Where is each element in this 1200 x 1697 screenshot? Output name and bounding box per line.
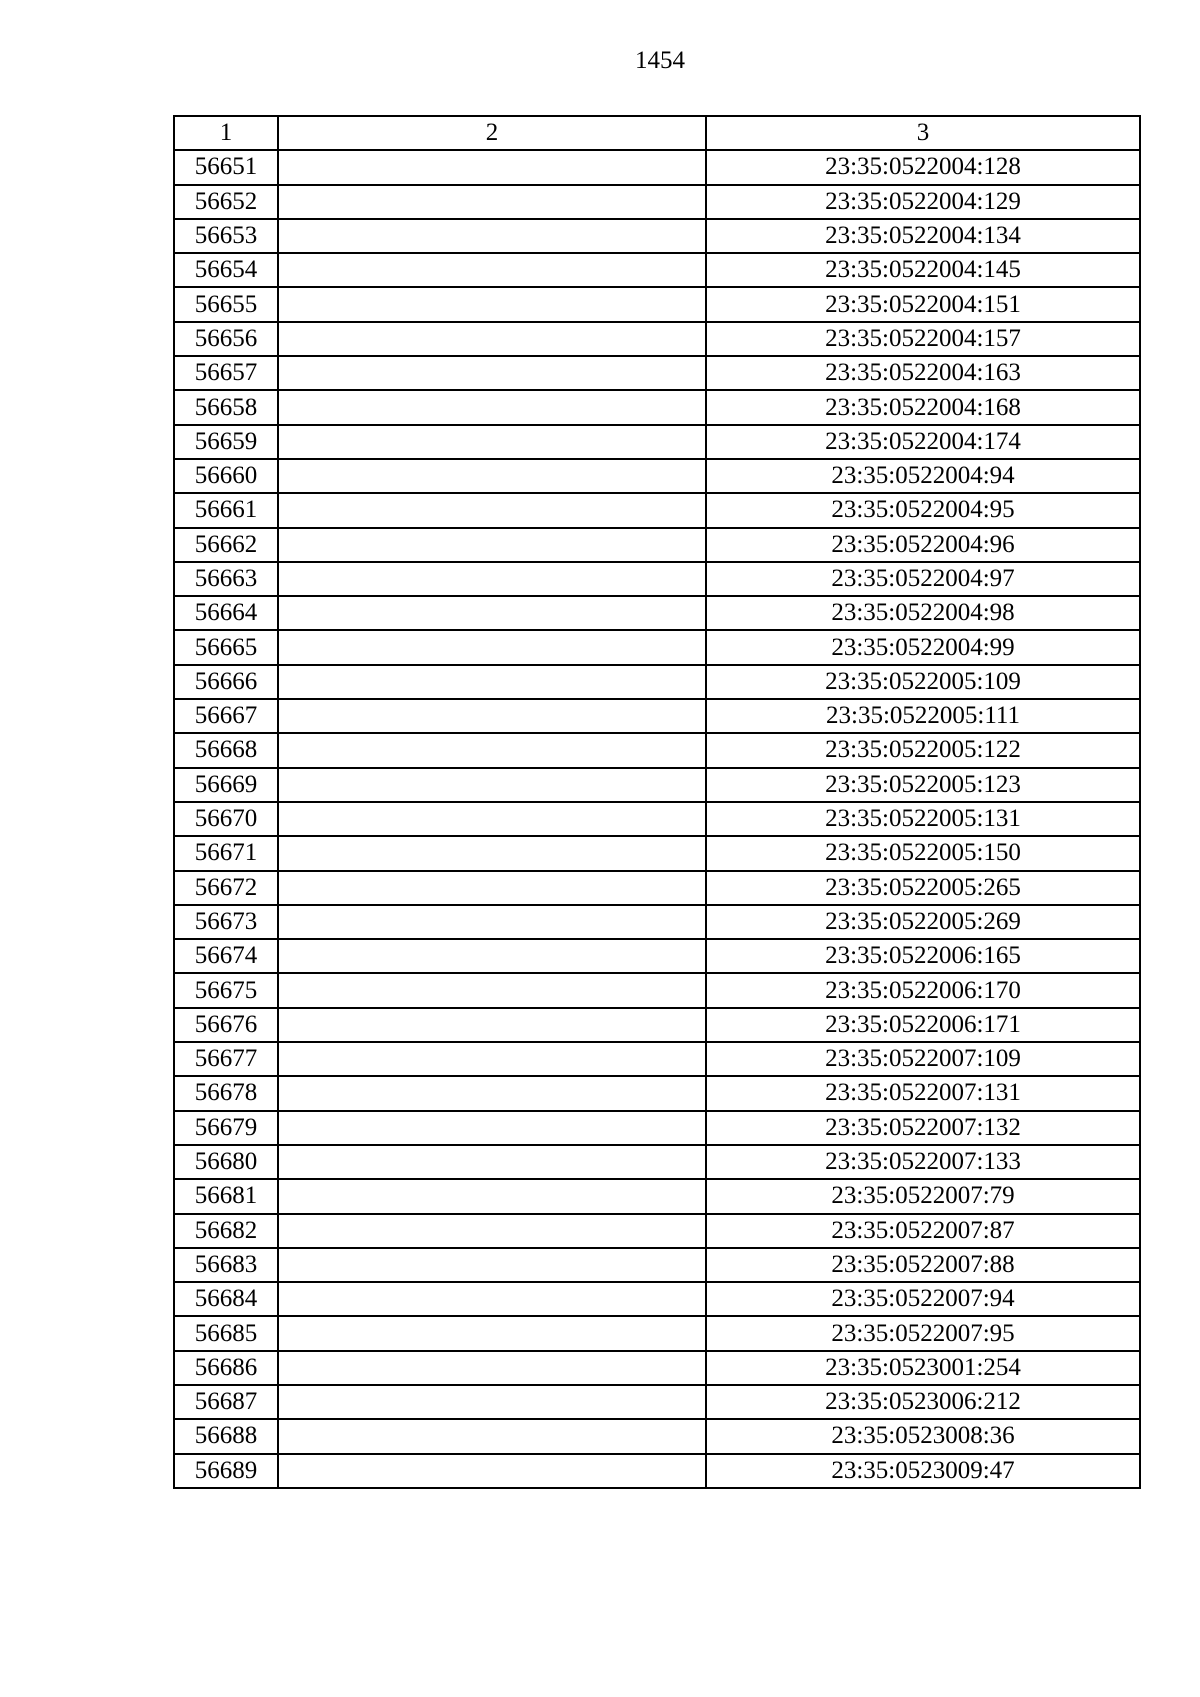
row-number-cell: 56674 (174, 939, 278, 973)
row-name-cell (278, 1385, 706, 1419)
cadastral-number-cell: 23:35:0522006:170 (706, 973, 1140, 1007)
row-number-cell: 56669 (174, 768, 278, 802)
row-number-cell: 56682 (174, 1214, 278, 1248)
row-number-cell: 56684 (174, 1282, 278, 1316)
row-number-cell: 56670 (174, 802, 278, 836)
table-row (174, 459, 1140, 493)
cadastral-number-cell: 23:35:0522007:132 (706, 1111, 1140, 1145)
table-row (174, 905, 1140, 939)
table-row (174, 1214, 1140, 1248)
cadastral-number-cell: 23:35:0522004:129 (706, 185, 1140, 219)
cadastral-number-cell: 23:35:0522005:123 (706, 768, 1140, 802)
row-name-cell (278, 1179, 706, 1213)
row-name-cell (278, 322, 706, 356)
table-row (174, 253, 1140, 287)
row-name-cell (278, 1454, 706, 1488)
table-row (174, 219, 1140, 253)
column-header-2: 2 (278, 116, 706, 150)
row-number-cell: 56657 (174, 356, 278, 390)
row-name-cell (278, 836, 706, 870)
cadastral-number-cell: 23:35:0522004:168 (706, 390, 1140, 424)
cadastral-number-cell: 23:35:0522004:128 (706, 150, 1140, 184)
row-number-cell: 56673 (174, 905, 278, 939)
row-name-cell (278, 905, 706, 939)
row-name-cell (278, 665, 706, 699)
cadastral-number-cell: 23:35:0522004:174 (706, 425, 1140, 459)
cadastral-number-cell: 23:35:0522007:88 (706, 1248, 1140, 1282)
row-number-cell: 56672 (174, 871, 278, 905)
table-row (174, 596, 1140, 630)
row-name-cell (278, 562, 706, 596)
cadastral-number-cell: 23:35:0522004:94 (706, 459, 1140, 493)
table-header (174, 116, 1140, 150)
row-name-cell (278, 1111, 706, 1145)
table-row (174, 973, 1140, 1007)
row-number-cell: 56680 (174, 1145, 278, 1179)
row-name-cell (278, 630, 706, 664)
row-name-cell (278, 1248, 706, 1282)
row-name-cell (278, 973, 706, 1007)
row-number-cell: 56666 (174, 665, 278, 699)
row-name-cell (278, 1316, 706, 1350)
cadastral-number-cell: 23:35:0522007:94 (706, 1282, 1140, 1316)
row-name-cell (278, 1351, 706, 1385)
row-name-cell (278, 390, 706, 424)
row-name-cell (278, 871, 706, 905)
column-header-1: 1 (174, 116, 278, 150)
cadastral-number-cell: 23:35:0522004:97 (706, 562, 1140, 596)
cadastral-number-cell: 23:35:0522005:131 (706, 802, 1140, 836)
row-name-cell (278, 493, 706, 527)
row-number-cell: 56681 (174, 1179, 278, 1213)
row-number-cell: 56654 (174, 253, 278, 287)
cadastral-number-cell: 23:35:0522007:87 (706, 1214, 1140, 1248)
table-row (174, 425, 1140, 459)
cadastral-number-cell: 23:35:0522004:134 (706, 219, 1140, 253)
cadastral-number-cell: 23:35:0522005:109 (706, 665, 1140, 699)
row-name-cell (278, 219, 706, 253)
row-name-cell (278, 356, 706, 390)
table-row (174, 733, 1140, 767)
cadastral-number-cell: 23:35:0522004:157 (706, 322, 1140, 356)
table-row (174, 356, 1140, 390)
table-row (174, 390, 1140, 424)
table-row (174, 871, 1140, 905)
row-number-cell: 56686 (174, 1351, 278, 1385)
row-number-cell: 56653 (174, 219, 278, 253)
cadastral-number-cell: 23:35:0522005:269 (706, 905, 1140, 939)
table-row (174, 1454, 1140, 1488)
row-name-cell (278, 1145, 706, 1179)
row-name-cell (278, 1076, 706, 1110)
cadastral-number-cell: 23:35:0522005:122 (706, 733, 1140, 767)
row-number-cell: 56677 (174, 1042, 278, 1076)
row-name-cell (278, 733, 706, 767)
table-row (174, 562, 1140, 596)
row-name-cell (278, 425, 706, 459)
row-number-cell: 56678 (174, 1076, 278, 1110)
cadastral-number-cell: 23:35:0522007:109 (706, 1042, 1140, 1076)
row-number-cell: 56689 (174, 1454, 278, 1488)
table-row (174, 1385, 1140, 1419)
row-name-cell (278, 1042, 706, 1076)
table-row (174, 322, 1140, 356)
cadastral-number-cell: 23:35:0522004:163 (706, 356, 1140, 390)
row-name-cell (278, 802, 706, 836)
cadastral-number-cell: 23:35:0522004:151 (706, 287, 1140, 321)
row-number-cell: 56658 (174, 390, 278, 424)
cadastral-number-cell: 23:35:0523006:212 (706, 1385, 1140, 1419)
cadastral-number-cell: 23:35:0522006:171 (706, 1008, 1140, 1042)
row-number-cell: 56661 (174, 493, 278, 527)
row-name-cell (278, 253, 706, 287)
row-name-cell (278, 939, 706, 973)
row-name-cell (278, 596, 706, 630)
row-name-cell (278, 768, 706, 802)
table-row (174, 630, 1140, 664)
cadastral-number-cell: 23:35:0522005:150 (706, 836, 1140, 870)
table-row (174, 1179, 1140, 1213)
page-number-header (0, 46, 1200, 76)
table-row (174, 836, 1140, 870)
cadastral-number-cell: 23:35:0522004:98 (706, 596, 1140, 630)
table-row (174, 699, 1140, 733)
row-name-cell (278, 459, 706, 493)
row-number-cell: 56660 (174, 459, 278, 493)
table-row (174, 1111, 1140, 1145)
cadastral-number-cell: 23:35:0522005:111 (706, 699, 1140, 733)
column-header-3: 3 (706, 116, 1140, 150)
row-number-cell: 56676 (174, 1008, 278, 1042)
row-number-cell: 56664 (174, 596, 278, 630)
row-number-cell: 56659 (174, 425, 278, 459)
cadastral-number-cell: 23:35:0522004:96 (706, 528, 1140, 562)
cadastral-number-cell: 23:35:0522004:145 (706, 253, 1140, 287)
row-name-cell (278, 185, 706, 219)
page-number: 1454 (635, 47, 685, 74)
row-number-cell: 56655 (174, 287, 278, 321)
registry-table (173, 115, 1141, 1489)
cadastral-number-cell: 23:35:0522006:165 (706, 939, 1140, 973)
table-row (174, 1248, 1140, 1282)
header-row (174, 116, 1140, 150)
table-row (174, 1145, 1140, 1179)
table-row (174, 1076, 1140, 1110)
table-row (174, 1282, 1140, 1316)
row-number-cell: 56683 (174, 1248, 278, 1282)
cadastral-number-cell: 23:35:0522007:131 (706, 1076, 1140, 1110)
row-name-cell (278, 699, 706, 733)
row-number-cell: 56668 (174, 733, 278, 767)
row-name-cell (278, 287, 706, 321)
row-number-cell: 56651 (174, 150, 278, 184)
row-number-cell: 56679 (174, 1111, 278, 1145)
table-row (174, 1351, 1140, 1385)
table-row (174, 528, 1140, 562)
table-body (174, 150, 1140, 1488)
table-row (174, 1316, 1140, 1350)
row-number-cell: 56667 (174, 699, 278, 733)
row-number-cell: 56685 (174, 1316, 278, 1350)
row-name-cell (278, 1008, 706, 1042)
cadastral-number-cell: 23:35:0522007:133 (706, 1145, 1140, 1179)
cadastral-number-cell: 23:35:0523008:36 (706, 1419, 1140, 1453)
row-number-cell: 56663 (174, 562, 278, 596)
table-row (174, 802, 1140, 836)
row-name-cell (278, 1282, 706, 1316)
table-row (174, 1419, 1140, 1453)
cadastral-number-cell: 23:35:0522004:99 (706, 630, 1140, 664)
table-row (174, 493, 1140, 527)
row-name-cell (278, 1419, 706, 1453)
cadastral-number-cell: 23:35:0522005:265 (706, 871, 1140, 905)
row-number-cell: 56687 (174, 1385, 278, 1419)
row-number-cell: 56652 (174, 185, 278, 219)
table-row (174, 185, 1140, 219)
row-number-cell: 56671 (174, 836, 278, 870)
row-number-cell: 56656 (174, 322, 278, 356)
table-row (174, 665, 1140, 699)
table-row (174, 1008, 1140, 1042)
table-row (174, 287, 1140, 321)
cadastral-number-cell: 23:35:0523001:254 (706, 1351, 1140, 1385)
cadastral-number-cell: 23:35:0522007:79 (706, 1179, 1140, 1213)
row-name-cell (278, 150, 706, 184)
row-number-cell: 56688 (174, 1419, 278, 1453)
row-number-cell: 56675 (174, 973, 278, 1007)
cadastral-number-cell: 23:35:0522004:95 (706, 493, 1140, 527)
cadastral-number-cell: 23:35:0522007:95 (706, 1316, 1140, 1350)
table-row (174, 1042, 1140, 1076)
row-name-cell (278, 1214, 706, 1248)
row-name-cell (278, 528, 706, 562)
row-number-cell: 56662 (174, 528, 278, 562)
table-row (174, 939, 1140, 973)
table-row (174, 768, 1140, 802)
table-row (174, 150, 1140, 184)
cadastral-number-cell: 23:35:0523009:47 (706, 1454, 1140, 1488)
row-number-cell: 56665 (174, 630, 278, 664)
